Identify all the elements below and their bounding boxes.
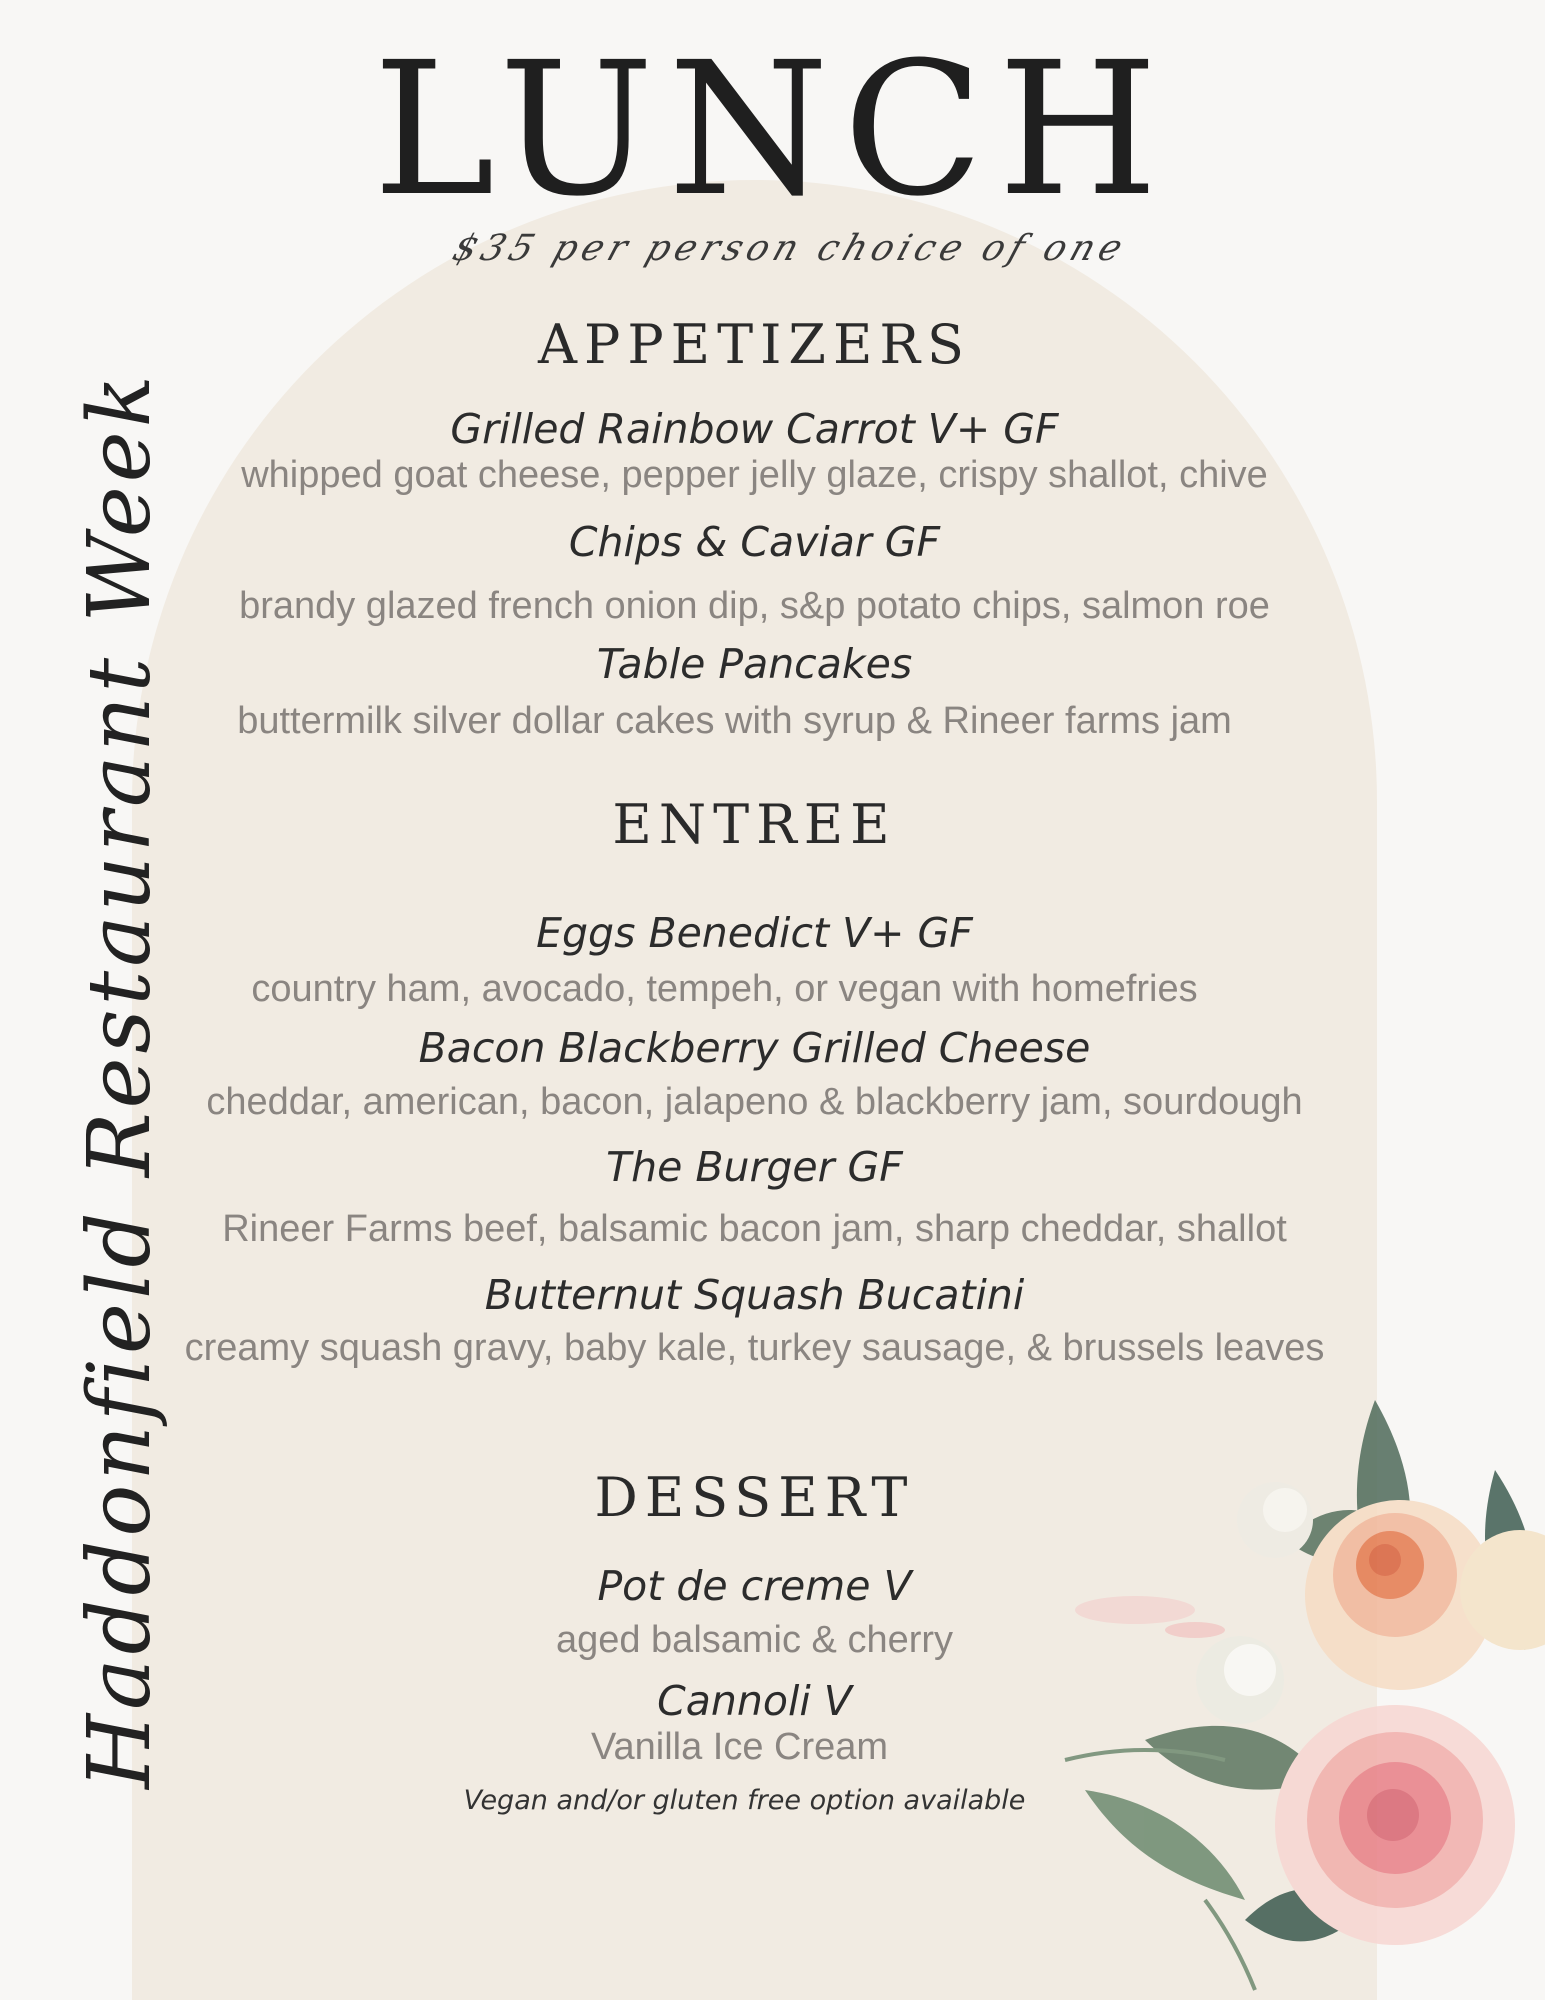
menu-item-name: Bacon Blackberry Grilled Cheese <box>418 1023 1091 1072</box>
menu-item-description: brandy glazed french onion dip, s&p potato chips, salmon roe <box>239 584 1270 627</box>
menu-item-name: Grilled Rainbow Carrot V+ GF <box>450 405 1059 453</box>
menu-item-description: Vanilla Ice Cream <box>590 1726 889 1769</box>
dietary-note: Vegan and/or gluten free option available <box>463 1784 1026 1816</box>
section-title-entree: ENTREE <box>612 793 897 857</box>
menu-item-name: Butternut Squash Bucatini <box>484 1271 1025 1320</box>
menu-item-description: whipped goat cheese, pepper jelly glaze, crispy shallot, chive <box>241 454 1268 497</box>
menu-item-description: cheddar, american, bacon, jalapeno & blackberry jam, sourdough <box>206 1081 1303 1124</box>
restaurant-week-script: Haddonfield Restaurant Week <box>70 371 170 1789</box>
menu-item-name: Cannoli V <box>657 1676 852 1725</box>
menu-item-description: Rineer Farms beef, balsamic bacon jam, sharp cheddar, shallot <box>222 1207 1287 1250</box>
menu-item-description: creamy squash gravy, baby kale, turkey sausage, & brussels leaves <box>184 1326 1325 1369</box>
section-title-appetizers: APPETIZERS <box>537 313 972 376</box>
menu-item-description: buttermilk silver dollar cakes with syrup & Rineer farms jam <box>237 699 1232 742</box>
floral-decoration-illustration <box>1025 1380 1545 2000</box>
menu-item-name: Pot de creme V <box>597 1562 912 1611</box>
price-subtitle: $35 per person choice of one <box>447 228 1133 269</box>
menu-item-name: Eggs Benedict V+ GF <box>536 909 973 958</box>
section-title-dessert: DESSERT <box>594 1466 915 1530</box>
menu-title: LUNCH <box>372 23 1173 237</box>
menu-item-description: aged balsamic & cherry <box>555 1619 954 1662</box>
menu-item-name: The Burger GF <box>606 1142 903 1191</box>
menu-item-description: country ham, avocado, tempeh, or vegan with homefries <box>251 968 1198 1011</box>
menu-item-name: Chips & Caviar GF <box>568 517 941 566</box>
menu-item-name: Table Pancakes <box>596 640 913 689</box>
